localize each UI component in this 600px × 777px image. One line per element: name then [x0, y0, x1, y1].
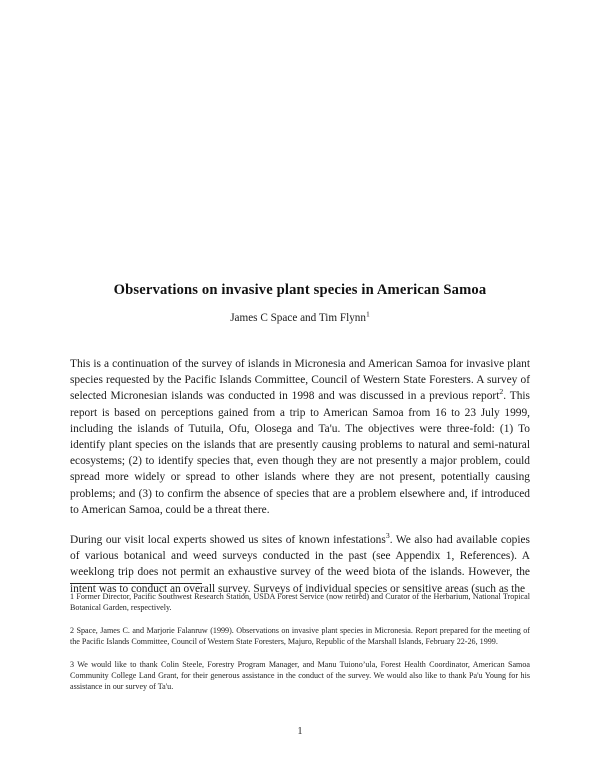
byline-block — [70, 309, 530, 324]
paragraph-1 — [70, 356, 530, 518]
body-text — [70, 356, 530, 611]
footnote-1: 1 Former Director, Pacific Southwest Research Station, USDA Forest Service (now retired) and Curator of the Herbarium, National Tropical Botanical Garden, respectively. — [70, 592, 530, 613]
paragraph-1-text-a: This is a continuation of the survey of islands in Micronesia and American Samoa for invasive plant species requested by the Pacific Islands Committee, Council of Western State Foresters. A survey of selected Micronesian islands was conducted in 1998 and was discussed in a previous report — [70, 358, 530, 403]
author-names: James C Space and Tim Flynn — [230, 312, 366, 324]
paragraph-2-text-b: . We also had available copies of various botanical and weed surveys conducted in the past (see Appendix 1, References). A weeklong trip does not permit an exhaustive survey of the weed biota of the islands. However, the intent was to conduct an overall survey. Surveys of individual species or sensitive areas (such as the — [70, 534, 530, 595]
page-title: Observations on invasive plant species in American Samoa — [113, 282, 487, 298]
footnote-3: 3 We would like to thank Colin Steele, Forestry Program Manager, and Manu Tuiono’ula, Forest Health Coordinator, American Samoa Community College Land Grant, for their generous assistance in the conduct of the survey. We would also like to thank Pa'u Young for his assistance in our survey of Ta'u. — [70, 659, 530, 692]
footnote-area — [70, 583, 530, 693]
page-number: 1 — [297, 726, 303, 737]
paragraph-2-text-a: During our visit local experts showed us sites of known infestations — [70, 534, 386, 547]
paragraph-2-footnote-marker: 3 — [385, 531, 390, 541]
paragraph-1-text-b: . This report is based on perceptions gained from a trip to American Samoa from 16 to 23 July 1999, including the islands of Tutuila, Ofu, Olosega and Ta'u. The objectives were three-fold: (1) To identify plant species on the islands that are presently causing problems to natural and semi-natural ecosystems; (2) to identify species that, even though they are not presently a major problem, could spread more widely or spread to other islands where they are not present, potentially causing problems; and (3) to confirm the absence of species that are a problem elsewhere and, if introduced to American Samoa, could be a threat there. — [70, 390, 530, 516]
byline-footnote-marker: 1 — [366, 309, 370, 319]
footnote-2: 2 Space, James C. and Marjorie Falanruw (1999). Observations on invasive plant species in Micronesia. Report prepared for the meeting of the Pacific Islands Committee, Council of Western State Foresters, Majuro, Republic of the Marshall Islands, February 22-26, 1999. — [70, 625, 530, 647]
title-block — [70, 281, 530, 299]
footnote-separator-rule — [70, 583, 202, 584]
paragraph-1-footnote-marker: 2 — [499, 387, 504, 397]
author-byline — [70, 309, 530, 324]
page-footer — [0, 721, 600, 739]
